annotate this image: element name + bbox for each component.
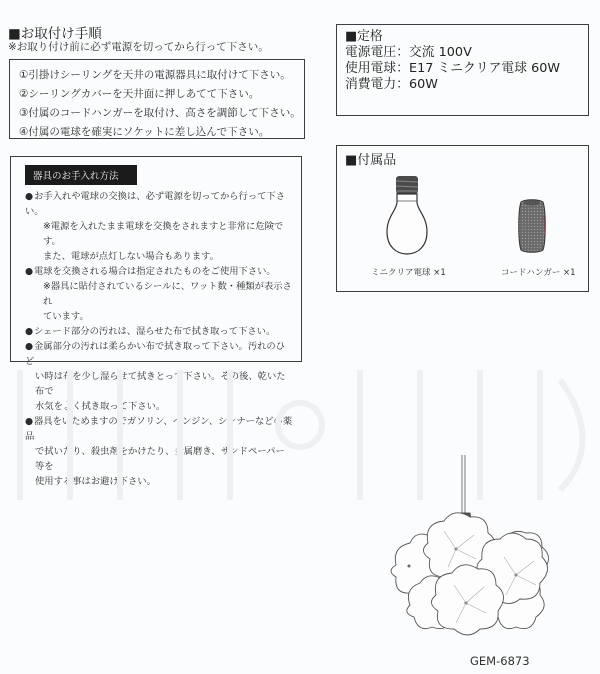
accessories-box [336, 145, 589, 292]
installation-step: ③付属のコードハンガーを取付け、高さを調節して下さい。 [19, 107, 301, 119]
care-item [25, 189, 293, 219]
care-item-text: 器具をいためますのでガソリン、ベンジン、シンナーなどの薬品 [25, 416, 293, 442]
care-item-text: また、電球が点灯しない場合もあります。 [43, 251, 219, 262]
care-item-text: 電球を交換される場合は指定されたものをご使用下さい。 [34, 266, 276, 277]
model-number: GEM-6873 [470, 654, 530, 668]
spec-voltage: 電源電圧：交流 100V [345, 45, 472, 60]
bullet-icon: ● [25, 326, 34, 337]
care-item-text: で拭いたり、殺虫剤をかけたり、金属磨き、サンドペーパー等を [35, 446, 285, 472]
specifications-box [336, 24, 589, 116]
bullet-icon: ● [25, 191, 34, 202]
installation-title: ■お取付け手順 [8, 26, 102, 42]
care-item [25, 219, 293, 249]
care-item [25, 279, 293, 309]
care-item-text: 水気をよく拭き取って下さい。 [35, 401, 166, 412]
care-item-text: ています。 [43, 311, 89, 322]
spec-bulb: 使用電球：E17 ミニクリア電球 60W [345, 61, 561, 76]
care-item-text: ※電源を入れたまま電球を交換をされますと非常に危険です。 [43, 221, 284, 247]
installation-step: ①引掛けシーリングを天井の電源器具に取付けて下さい。 [19, 69, 291, 81]
accessory-hanger-label: コードハンガー ×1 [501, 268, 576, 278]
spec-power: 消費電力：60W [345, 77, 438, 92]
care-item [25, 309, 293, 324]
accessory-bulb-label: ミニクリア電球 ×1 [371, 268, 446, 278]
spec-title: ■定格 [345, 29, 383, 44]
care-item-text: 使用する事はお避け下さい。 [35, 476, 156, 487]
pendant-lamp-image [386, 455, 576, 645]
cord-hanger-icon [515, 198, 549, 254]
care-item-text: シェード部分の汚れは、湿らせた布で拭き取って下さい。 [34, 326, 276, 337]
accessories-title: ■付属品 [345, 153, 397, 168]
care-item-text: ※器具に貼付されているシールに、ワット数・種類が表示され [43, 281, 292, 307]
light-bulb-icon [377, 174, 437, 260]
bullet-icon: ● [25, 266, 34, 277]
installation-step: ④付属の電球を確実にソケットに差し込んで下さい。 [19, 126, 270, 138]
care-instructions-box [10, 156, 302, 487]
installation-note: ※お取り付け前に必ず電源を切ってから行って下さい。 [8, 41, 269, 53]
care-item-text: い時は布を少し湿らせて拭きとって下さい。その後、乾いた布で [35, 371, 286, 397]
installation-steps-box [9, 59, 305, 139]
care-item-text: 金属部分の汚れは柔らかい布で拭き取って下さい。汚れのひど [25, 341, 286, 367]
installation-step: ②シーリングカバーを天井面に押しあてて下さい。 [19, 88, 260, 100]
care-item [25, 324, 293, 339]
bullet-icon: ● [25, 416, 34, 427]
bullet-icon: ● [25, 341, 34, 352]
care-item [25, 264, 293, 279]
care-title: 器具のお手入れ方法 [25, 165, 137, 185]
care-item [25, 249, 293, 264]
care-item-text: お手入れや電球の交換は、必ず電源を切ってから行って下さい。 [25, 191, 286, 217]
